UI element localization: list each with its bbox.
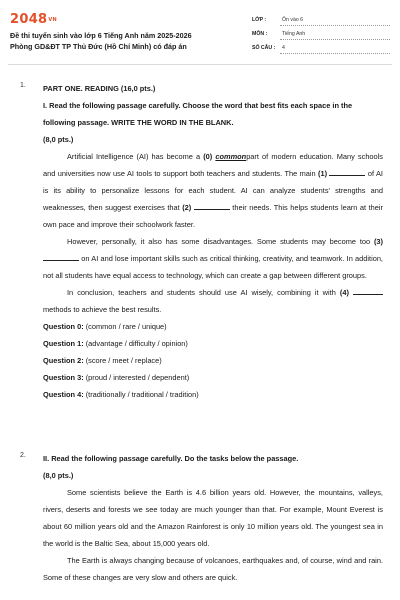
question-number: 2. xyxy=(20,452,26,459)
passage-paragraph-1: Artificial Intelligence (AI) has become a (0) commonpart of modern education. Many schools and universities now use AI tools to support both teachers and students. The main (1) of AI is its ability to personalize lessons for each student. AI can analyze students' strengths and weaknesses, then suggest exercises that (2) their needs. This helps students learn at their own pace and improve their schoolwork faster. xyxy=(43,152,383,229)
blank-1[interactable] xyxy=(329,167,365,176)
header-divider xyxy=(8,64,392,65)
site-logo: 2048VN xyxy=(10,12,58,27)
blank-4[interactable] xyxy=(353,286,383,295)
passage-paragraph-3: In conclusion, teachers and students should use AI wisely, combining it with (4) methods to achieve the best results. xyxy=(43,284,383,318)
option-line: Question 1: (advantage / difficulty / opinion) xyxy=(43,339,188,348)
passage-paragraph-2: The Earth is always changing because of volcanoes, earthquakes and, of course, wind and rain. Some of these changes are very slow and others are quick. xyxy=(43,556,383,582)
passage-paragraph-2: However, personally, it also has some disadvantages. Some students may become too (3) on AI and lose important skills such as critical thinking, creativity, and teamwork. In addition, not all students have equal access to technology, which can create a gap between different groups. xyxy=(43,237,383,280)
part-title: PART ONE. READING (16,0 pts.) xyxy=(43,84,156,93)
meta-row-subject: MÔN : Tiếng Anh xyxy=(250,28,390,42)
example-answer: common xyxy=(215,152,247,161)
passage-paragraph-1: Some scientists believe the Earth is 4.6 billion years old. However, the mountains, valleys, rivers, deserts and forests we see today are much younger than that. For example, Mount Everest is about 60 million years old and the Amazon Rainforest is only 10 million years old. The youngest sea in the world is the Baltic Sea, about 15,000 years old. xyxy=(43,488,383,548)
document-title: Đề thi tuyển sinh vào lớp 6 Tiếng Anh năm 2025-2026 Phòng GD&ĐT TP Thủ Đức (Hồ Chí Minh) có đáp án xyxy=(10,31,192,51)
document-header xyxy=(0,0,400,64)
option-line: Question 0: (common / rare / unique) xyxy=(43,322,167,331)
meta-row-count: SỐ CÂU : 4 xyxy=(250,42,390,56)
blank-3[interactable] xyxy=(43,252,79,261)
meta-row-class: LỚP : Ôn vào 6 xyxy=(250,14,390,28)
instruction: II. Read the following passage carefully. Do the tasks below the passage. xyxy=(43,454,299,463)
blank-2[interactable] xyxy=(194,201,230,210)
option-line: Question 2: (score / meet / replace) xyxy=(43,356,162,365)
option-line: Question 3: (proud / interested / dependent) xyxy=(43,373,190,382)
meta-box xyxy=(250,14,390,56)
points: (8,0 pts.) xyxy=(43,135,74,144)
points: (8,0 pts.) xyxy=(43,471,74,480)
instruction: I. Read the following passage carefully. Choose the word that best fits each space in the following passage. WRITE THE WORD IN THE BLANK. xyxy=(43,101,353,127)
question-number: 1. xyxy=(20,82,26,89)
option-line: Question 4: (traditionally / traditional / tradition) xyxy=(43,390,199,399)
